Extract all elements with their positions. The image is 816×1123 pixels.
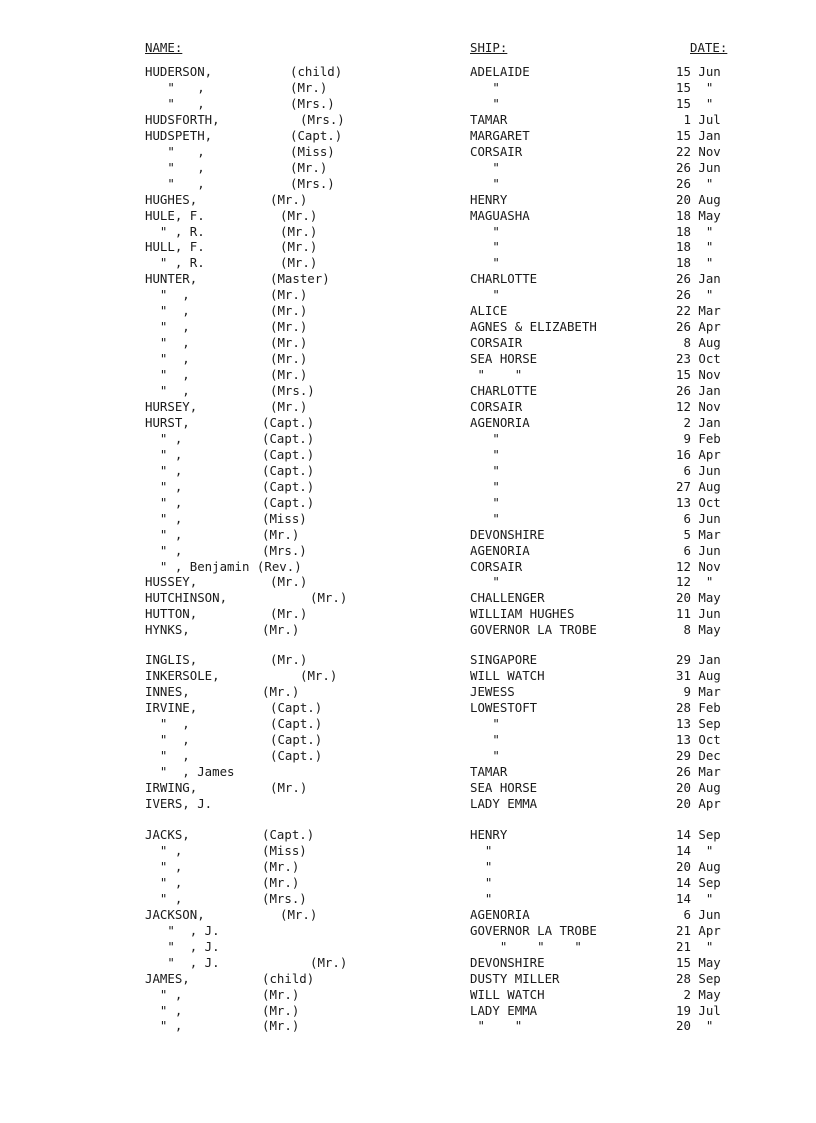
name-column-header: NAME: bbox=[145, 40, 183, 55]
passenger-title: (Mr.) bbox=[270, 367, 308, 383]
ship-name: CORSAIR bbox=[470, 335, 523, 351]
ship-name: SEA HORSE bbox=[470, 779, 538, 795]
passenger-row bbox=[0, 64, 816, 80]
passenger-surname: " , bbox=[145, 874, 183, 890]
arrival-date: 1 Jul bbox=[676, 111, 721, 127]
arrival-date: 14 " bbox=[676, 843, 714, 858]
passenger-row bbox=[0, 700, 816, 716]
passenger-row bbox=[0, 351, 816, 367]
ship-name: TAMAR bbox=[470, 111, 508, 127]
arrival-date: 29 Dec bbox=[676, 747, 721, 763]
passenger-surname: " , bbox=[145, 731, 190, 747]
arrival-date: 26 " bbox=[676, 175, 714, 191]
arrival-date: 12 " bbox=[676, 574, 714, 590]
passenger-row bbox=[0, 796, 816, 812]
ship-name: " " bbox=[470, 1018, 523, 1034]
arrival-date: 19 Jul bbox=[676, 1002, 721, 1018]
passenger-row bbox=[0, 415, 816, 431]
passenger-row bbox=[0, 176, 816, 192]
passenger-title: (Mr.) bbox=[270, 779, 308, 795]
passenger-surname: HUTCHINSON, bbox=[145, 590, 228, 606]
arrival-date: 26 Jan bbox=[676, 383, 721, 398]
passenger-title: (Mr.) bbox=[262, 874, 300, 890]
ship-name: HENRY bbox=[470, 827, 508, 842]
arrival-date: 15 May bbox=[676, 954, 721, 970]
passenger-title: (Mr.) bbox=[280, 223, 318, 239]
passenger-title: (Mr.) bbox=[270, 398, 308, 414]
passenger-title: (Capt.) bbox=[270, 747, 323, 763]
arrival-date: 14 Sep bbox=[676, 874, 721, 890]
ship-name: " bbox=[470, 747, 500, 763]
arrival-date: 23 Oct bbox=[676, 351, 721, 367]
ship-name: AGENORIA bbox=[470, 414, 530, 430]
passenger-row bbox=[0, 543, 816, 559]
passenger-surname: " , bbox=[145, 95, 205, 111]
arrival-date: 21 Apr bbox=[676, 922, 721, 938]
passenger-row bbox=[0, 622, 816, 638]
passenger-surname: HUGHES, bbox=[145, 191, 198, 207]
passenger-title: (Master) bbox=[270, 271, 330, 287]
passenger-title: (Mr.) bbox=[290, 159, 328, 175]
passenger-title: (Miss) bbox=[262, 510, 307, 526]
passenger-surname: " , J. bbox=[145, 938, 220, 954]
ship-name: " " " bbox=[470, 938, 582, 954]
arrival-date: 12 Nov bbox=[676, 398, 721, 414]
passenger-surname: " , James bbox=[145, 763, 235, 779]
arrival-date: 9 Mar bbox=[676, 683, 721, 699]
passenger-surname: " , bbox=[145, 287, 190, 303]
passenger-surname: HUDSPETH, bbox=[145, 127, 213, 143]
passenger-row bbox=[0, 271, 816, 287]
arrival-date: 26 Apr bbox=[676, 319, 721, 335]
passenger-surname: " , bbox=[145, 747, 190, 763]
passenger-row bbox=[0, 463, 816, 479]
passenger-title: (Capt.) bbox=[262, 446, 315, 462]
ship-name: AGNES & ELIZABETH bbox=[470, 319, 597, 335]
passenger-title: (Mr.) bbox=[270, 652, 308, 667]
passenger-surname: " , bbox=[145, 526, 183, 542]
ship-name: TAMAR bbox=[470, 763, 508, 779]
passenger-row bbox=[0, 287, 816, 303]
passenger-surname: " , bbox=[145, 175, 205, 191]
passenger-title: (Capt.) bbox=[270, 715, 323, 731]
passenger-row bbox=[0, 447, 816, 463]
ship-name: JEWESS bbox=[470, 683, 515, 699]
arrival-date: 21 " bbox=[676, 938, 714, 954]
arrival-date: 14 Sep bbox=[676, 827, 721, 842]
ship-name: GOVERNOR LA TROBE bbox=[470, 622, 597, 638]
passenger-surname: " , bbox=[145, 430, 183, 446]
passenger-row bbox=[0, 590, 816, 606]
passenger-surname: IRWING, bbox=[145, 779, 198, 795]
ship-name: " " bbox=[470, 367, 523, 383]
passenger-surname: JACKS, bbox=[145, 827, 190, 842]
passenger-row bbox=[0, 764, 816, 780]
arrival-date: 13 Sep bbox=[676, 715, 721, 731]
ship-name: " bbox=[470, 715, 500, 731]
ship-name: CORSAIR bbox=[470, 398, 523, 414]
ship-name: DEVONSHIRE bbox=[470, 954, 545, 970]
arrival-date: 26 " bbox=[676, 287, 714, 303]
passenger-surname: " , bbox=[145, 159, 205, 175]
passenger-row bbox=[0, 574, 816, 590]
ship-name: WILL WATCH bbox=[470, 668, 545, 683]
arrival-date: 9 Feb bbox=[676, 430, 721, 446]
arrival-date: 15 " bbox=[676, 95, 714, 111]
passenger-row bbox=[0, 399, 816, 415]
passenger-surname: HYNKS, bbox=[145, 622, 190, 638]
passenger-title: (Mr.) bbox=[262, 858, 300, 874]
passenger-title: (Mr.) bbox=[262, 986, 300, 1002]
passenger-title: (child) bbox=[262, 970, 315, 986]
passenger-surname: HURST, bbox=[145, 414, 190, 430]
ship-name: " bbox=[470, 890, 493, 906]
passenger-surname: " , bbox=[145, 858, 183, 874]
passenger-title: (Capt.) bbox=[262, 478, 315, 494]
passenger-surname: HURSEY, bbox=[145, 398, 198, 414]
passenger-title: (Mr.) bbox=[280, 207, 318, 223]
passenger-surname: " , bbox=[145, 143, 205, 159]
arrival-date: 13 Oct bbox=[676, 731, 721, 747]
passenger-title: (Mrs.) bbox=[262, 890, 307, 906]
ship-name: " bbox=[470, 287, 500, 303]
ship-name: WILL WATCH bbox=[470, 986, 545, 1002]
passenger-title: (Capt.) bbox=[262, 827, 315, 842]
passenger-row bbox=[0, 875, 816, 891]
ship-name: CHARLOTTE bbox=[470, 383, 538, 398]
ship-name: " bbox=[470, 239, 500, 255]
passenger-surname: " , bbox=[145, 715, 190, 731]
passenger-title: (Mr.) bbox=[270, 287, 308, 303]
passenger-row bbox=[0, 431, 816, 447]
passenger-row bbox=[0, 208, 816, 224]
passenger-row bbox=[0, 843, 816, 859]
passenger-row bbox=[0, 859, 816, 875]
arrival-date: 16 Apr bbox=[676, 446, 721, 462]
passenger-surname: " , bbox=[145, 335, 190, 351]
passenger-surname: JACKSON, bbox=[145, 906, 205, 922]
arrival-date: 15 Nov bbox=[676, 367, 721, 383]
passenger-row bbox=[0, 192, 816, 208]
arrival-date: 15 " bbox=[676, 80, 714, 95]
passenger-surname: INKERSOLE, bbox=[145, 668, 220, 683]
ship-name: " bbox=[470, 255, 500, 271]
passenger-title: (Capt.) bbox=[262, 430, 315, 446]
ship-name: " bbox=[470, 175, 500, 191]
passenger-surname: HUDSFORTH, bbox=[145, 111, 220, 127]
arrival-date: 8 May bbox=[676, 622, 721, 638]
ship-name: HENRY bbox=[470, 191, 508, 207]
ship-name: " bbox=[470, 731, 500, 747]
passenger-surname: " , bbox=[145, 843, 183, 858]
passenger-surname: " , bbox=[145, 510, 183, 526]
arrival-date: 26 Jun bbox=[676, 159, 721, 175]
passenger-surname: HUDERSON, bbox=[145, 64, 213, 79]
passenger-surname: HULE, F. bbox=[145, 207, 205, 223]
passenger-title: (Mrs.) bbox=[270, 383, 315, 398]
passenger-row bbox=[0, 559, 816, 575]
ship-name: CORSAIR bbox=[470, 143, 523, 159]
passenger-row bbox=[0, 971, 816, 987]
passenger-title: (Mr.) bbox=[270, 335, 308, 351]
passenger-surname: INNES, bbox=[145, 683, 190, 699]
passenger-title: (Mr.) bbox=[270, 191, 308, 207]
passenger-surname: INGLIS, bbox=[145, 652, 198, 667]
ship-name: " bbox=[470, 80, 500, 95]
ship-name: ADELAIDE bbox=[470, 64, 530, 79]
ship-name: SEA HORSE bbox=[470, 351, 538, 367]
arrival-date: 18 " bbox=[676, 223, 714, 239]
ship-name: " bbox=[470, 574, 500, 590]
arrival-date: 27 Aug bbox=[676, 478, 721, 494]
arrival-date: 20 May bbox=[676, 590, 721, 606]
ship-name: DUSTY MILLER bbox=[470, 970, 560, 986]
ship-name: " bbox=[470, 446, 500, 462]
ship-name: " bbox=[470, 510, 500, 526]
passenger-surname: " , J. bbox=[145, 922, 220, 938]
passenger-row bbox=[0, 748, 816, 764]
passenger-title: (Mr.) bbox=[262, 1018, 300, 1034]
ship-name: CHARLOTTE bbox=[470, 271, 538, 287]
ship-column-header: SHIP: bbox=[470, 40, 508, 55]
ship-name: MAGUASHA bbox=[470, 207, 530, 223]
passenger-row bbox=[0, 668, 816, 684]
arrival-date: 18 " bbox=[676, 255, 714, 271]
ship-name: ALICE bbox=[470, 303, 508, 319]
passenger-title: (Mr.) bbox=[270, 319, 308, 335]
passenger-surname: " , bbox=[145, 986, 183, 1002]
passenger-row bbox=[0, 684, 816, 700]
passenger-title: (Mrs.) bbox=[290, 95, 335, 111]
passenger-title: (Mrs.) bbox=[290, 175, 335, 191]
ship-name: LADY EMMA bbox=[470, 795, 538, 811]
arrival-date: 20 Apr bbox=[676, 795, 721, 811]
passenger-surname: HULL, F. bbox=[145, 239, 205, 255]
arrival-date: 13 Oct bbox=[676, 494, 721, 510]
ship-name: AGENORIA bbox=[470, 542, 530, 558]
passenger-row bbox=[0, 96, 816, 112]
passenger-row bbox=[0, 907, 816, 923]
passenger-surname: " , Benjamin (Rev.) bbox=[145, 558, 302, 574]
arrival-date: 29 Jan bbox=[676, 652, 721, 667]
passenger-surname: " , bbox=[145, 319, 190, 335]
passenger-row bbox=[0, 112, 816, 128]
passenger-surname: " , bbox=[145, 494, 183, 510]
passenger-title: (Mr.) bbox=[300, 668, 338, 683]
arrival-date: 6 Jun bbox=[676, 462, 721, 478]
passenger-row bbox=[0, 923, 816, 939]
passenger-surname: " , bbox=[145, 1018, 183, 1034]
passenger-surname: HUSSEY, bbox=[145, 574, 198, 590]
passenger-surname: " , bbox=[145, 367, 190, 383]
passenger-surname: " , bbox=[145, 478, 183, 494]
passenger-title: (Mr.) bbox=[290, 80, 328, 95]
ship-name: WILLIAM HUGHES bbox=[470, 606, 575, 622]
passenger-row bbox=[0, 383, 816, 399]
arrival-date: 28 Feb bbox=[676, 699, 721, 715]
passenger-title: (Miss) bbox=[262, 843, 307, 858]
arrival-date: 6 Jun bbox=[676, 542, 721, 558]
arrival-date: 31 Aug bbox=[676, 668, 721, 683]
ship-name: AGENORIA bbox=[470, 906, 530, 922]
passenger-surname: " , bbox=[145, 462, 183, 478]
passenger-title: (Mr.) bbox=[270, 574, 308, 590]
arrival-date: 26 Jan bbox=[676, 271, 721, 287]
ship-name: " bbox=[470, 430, 500, 446]
ship-name: " bbox=[470, 858, 493, 874]
passenger-row bbox=[0, 224, 816, 240]
ship-name: " bbox=[470, 223, 500, 239]
passenger-title: (Mr.) bbox=[280, 255, 318, 271]
passenger-surname: " , bbox=[145, 542, 183, 558]
passenger-title: (Mr.) bbox=[310, 954, 348, 970]
arrival-date: 20 Aug bbox=[676, 858, 721, 874]
passenger-title: (child) bbox=[290, 64, 343, 79]
arrival-date: 20 Aug bbox=[676, 779, 721, 795]
passenger-row bbox=[0, 939, 816, 955]
passenger-title: (Mr.) bbox=[262, 622, 300, 638]
passenger-row bbox=[0, 367, 816, 383]
passenger-row bbox=[0, 716, 816, 732]
passenger-title: (Mr.) bbox=[262, 1002, 300, 1018]
passenger-row bbox=[0, 987, 816, 1003]
passenger-row bbox=[0, 335, 816, 351]
passenger-title: (Miss) bbox=[290, 143, 335, 159]
arrival-date: 14 " bbox=[676, 890, 714, 906]
arrival-date: 8 Aug bbox=[676, 335, 721, 351]
arrival-date: 15 Jun bbox=[676, 64, 721, 79]
ship-name: LOWESTOFT bbox=[470, 699, 538, 715]
ship-name: LADY EMMA bbox=[470, 1002, 538, 1018]
passenger-row bbox=[0, 495, 816, 511]
passenger-title: (Mr.) bbox=[270, 303, 308, 319]
passenger-title: (Capt.) bbox=[270, 731, 323, 747]
passenger-title: (Mr.) bbox=[280, 239, 318, 255]
arrival-date: 12 Nov bbox=[676, 558, 721, 574]
passenger-surname: JAMES, bbox=[145, 970, 190, 986]
passenger-title: (Mr.) bbox=[270, 606, 308, 622]
arrival-date: 15 Jan bbox=[676, 127, 721, 143]
passenger-title: (Capt.) bbox=[270, 699, 323, 715]
passenger-surname: " , bbox=[145, 446, 183, 462]
ship-name: " bbox=[470, 462, 500, 478]
passenger-surname: " , bbox=[145, 383, 190, 398]
arrival-date: 2 May bbox=[676, 986, 721, 1002]
passenger-surname: IRVINE, bbox=[145, 699, 198, 715]
passenger-surname: HUNTER, bbox=[145, 271, 198, 287]
passenger-surname: " , R. bbox=[145, 255, 205, 271]
passenger-row bbox=[0, 239, 816, 255]
passenger-row bbox=[0, 479, 816, 495]
passenger-surname: " , bbox=[145, 80, 205, 95]
passenger-surname: IVERS, J. bbox=[145, 795, 213, 811]
arrival-date: 20 " bbox=[676, 1018, 714, 1034]
ship-name: " bbox=[470, 478, 500, 494]
arrival-date: 28 Sep bbox=[676, 970, 721, 986]
ship-name: " bbox=[470, 95, 500, 111]
passenger-title: (Mr.) bbox=[280, 906, 318, 922]
arrival-date: 6 Jun bbox=[676, 906, 721, 922]
passenger-row bbox=[0, 732, 816, 748]
passenger-title: (Mrs.) bbox=[262, 542, 307, 558]
passenger-title: (Capt.) bbox=[262, 414, 315, 430]
passenger-row bbox=[0, 128, 816, 144]
passenger-row bbox=[0, 527, 816, 543]
ship-name: " bbox=[470, 494, 500, 510]
ship-name: GOVERNOR LA TROBE bbox=[470, 922, 597, 938]
passenger-row bbox=[0, 144, 816, 160]
passenger-row bbox=[0, 827, 816, 843]
passenger-title: (Capt.) bbox=[262, 494, 315, 510]
arrival-date: 18 May bbox=[676, 207, 721, 223]
arrival-date: 11 Jun bbox=[676, 606, 721, 622]
arrival-date: 22 Nov bbox=[676, 143, 721, 159]
ship-name: DEVONSHIRE bbox=[470, 526, 545, 542]
passenger-row bbox=[0, 303, 816, 319]
passenger-row bbox=[0, 780, 816, 796]
passenger-row bbox=[0, 955, 816, 971]
arrival-date: 5 Mar bbox=[676, 526, 721, 542]
passenger-row bbox=[0, 1003, 816, 1019]
passenger-row bbox=[0, 511, 816, 527]
passenger-title: (Mr.) bbox=[270, 351, 308, 367]
passenger-title: (Mr.) bbox=[262, 683, 300, 699]
passenger-surname: " , bbox=[145, 1002, 183, 1018]
passenger-surname: " , bbox=[145, 303, 190, 319]
arrival-date: 6 Jun bbox=[676, 510, 721, 526]
ship-name: " bbox=[470, 843, 493, 858]
passenger-row bbox=[0, 1018, 816, 1034]
ship-name: CORSAIR bbox=[470, 558, 523, 574]
arrival-date: 20 Aug bbox=[676, 191, 721, 207]
passenger-surname: " , R. bbox=[145, 223, 205, 239]
passenger-title: (Capt.) bbox=[262, 462, 315, 478]
passenger-title: (Mrs.) bbox=[300, 111, 345, 127]
date-column-header: DATE: bbox=[690, 40, 728, 55]
passenger-surname: " , bbox=[145, 351, 190, 367]
passenger-title: (Mr.) bbox=[310, 590, 348, 606]
passenger-row bbox=[0, 319, 816, 335]
passenger-row bbox=[0, 255, 816, 271]
arrival-date: 22 Mar bbox=[676, 303, 721, 319]
passenger-surname: " , bbox=[145, 890, 183, 906]
passenger-title: (Capt.) bbox=[290, 127, 343, 143]
ship-name: " bbox=[470, 874, 493, 890]
arrival-date: 2 Jan bbox=[676, 414, 721, 430]
passenger-surname: " , J. bbox=[145, 954, 220, 970]
arrival-date: 18 " bbox=[676, 239, 714, 255]
ship-name: SINGAPORE bbox=[470, 652, 538, 667]
arrival-date: 26 Mar bbox=[676, 763, 721, 779]
passenger-row bbox=[0, 652, 816, 668]
passenger-row bbox=[0, 606, 816, 622]
ship-name: " bbox=[470, 159, 500, 175]
passenger-title: (Mr.) bbox=[262, 526, 300, 542]
ship-name: MARGARET bbox=[470, 127, 530, 143]
passenger-row bbox=[0, 80, 816, 96]
passenger-surname: HUTTON, bbox=[145, 606, 198, 622]
ship-name: CHALLENGER bbox=[470, 590, 545, 606]
passenger-row bbox=[0, 160, 816, 176]
passenger-row bbox=[0, 891, 816, 907]
